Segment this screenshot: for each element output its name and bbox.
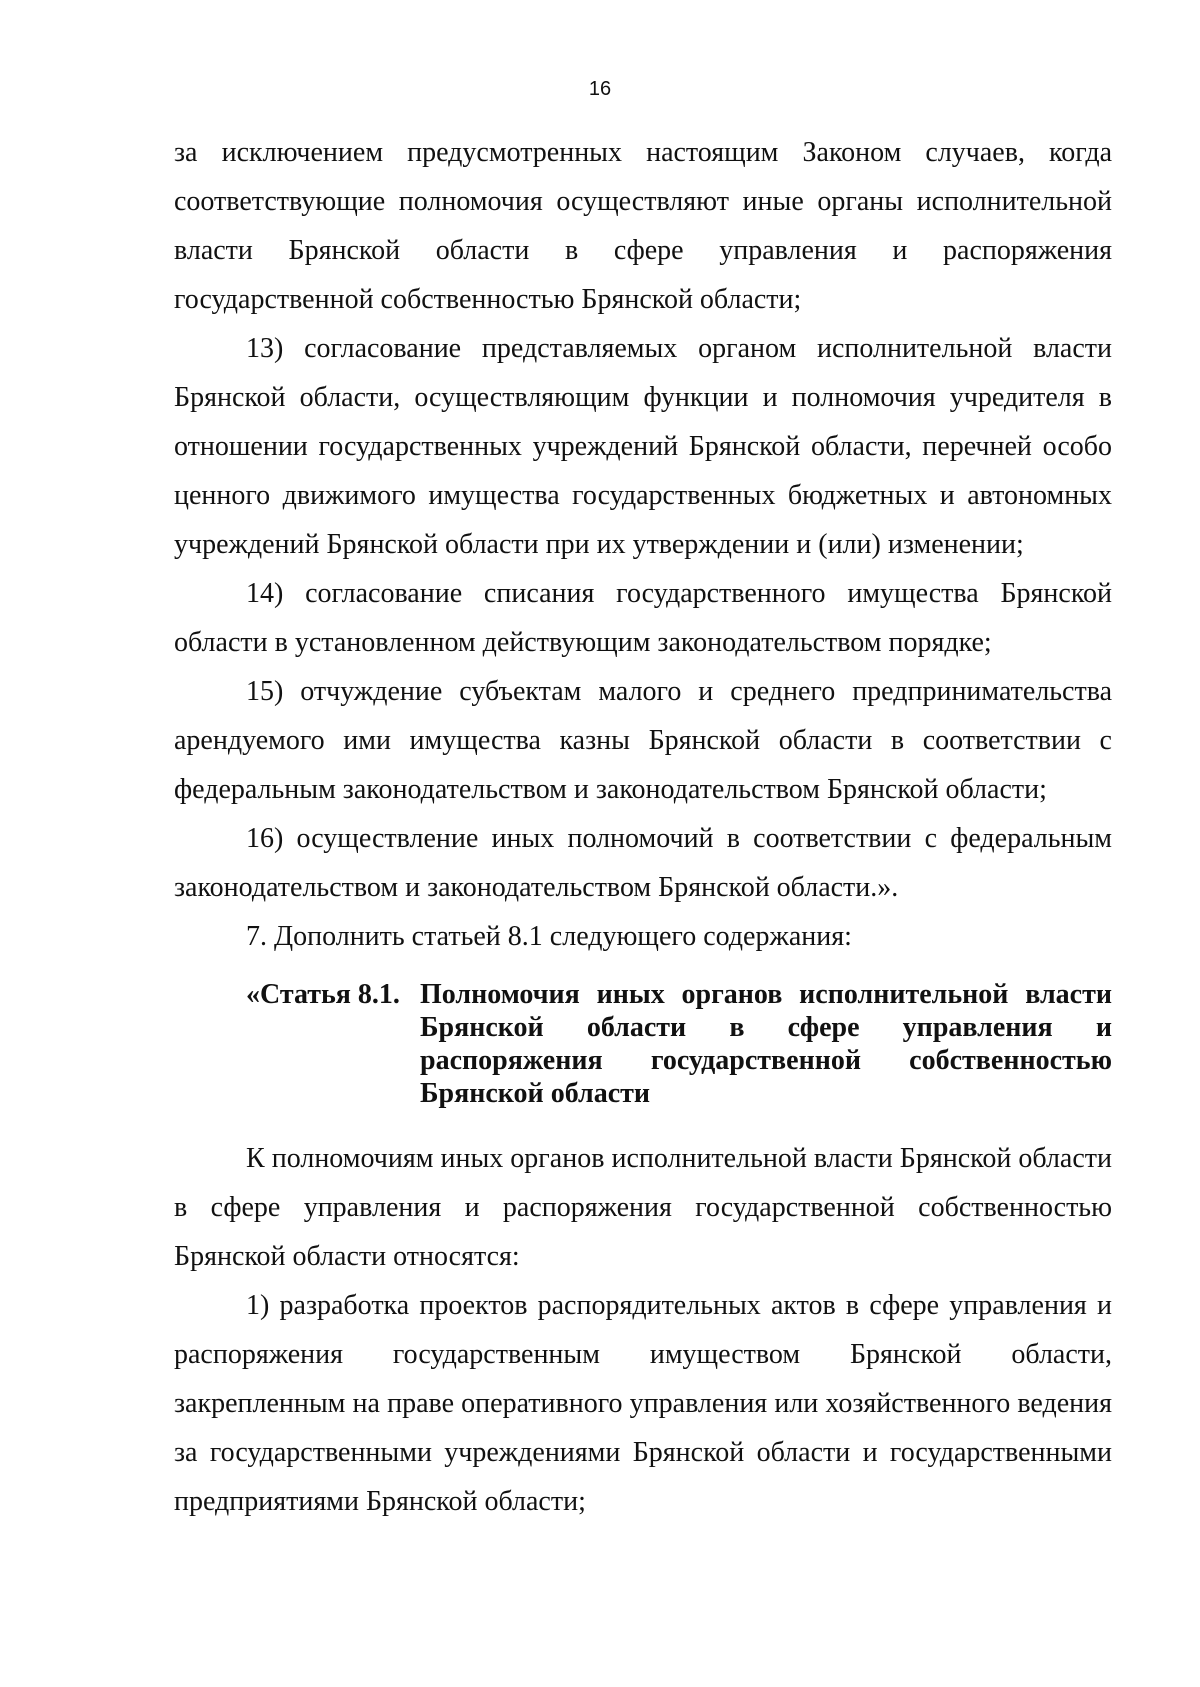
list-item-13: 13) согласование представляемых органом исполнительной власти Брянской области, осуществляющим функции и полномочия учредителя в отношении государственных учреждений Брянской области, перечней особо ценного движимого имущества государственных бюджетных и автономных учреждений Брянской области при их утверждении и (или) изменении; xyxy=(174,333,1112,560)
page-number: 16 xyxy=(588,78,612,100)
article-intro: К полномочиям иных органов исполнительной власти Брянской области в сфере управления и распоряжения государственной собственностью Брянской области относятся: xyxy=(174,1143,1112,1272)
list-item-15: 15) отчуждение субъектам малого и среднего предпринимательства арендуемого ими имущества казны Брянской области в соответствии с федеральным законодательством и законодательством Брянской области; xyxy=(174,676,1112,805)
article-title: Полномочия иных органов исполнительной власти Брянской области в сфере управления и распоряжения государственной собственностью Брянской области xyxy=(420,979,1112,1109)
paragraph-continuation: за исключением предусмотренных настоящим Законом случаев, когда соответствующие полномочия осуществляют иные органы исполнительной власти Брянской области в сфере управления и распоряжения государственной собственностью Брянской области; xyxy=(174,137,1112,315)
list-item-16: 16) осуществление иных полномочий в соответствии с федеральным законодательством и законодательством Брянской области.». xyxy=(174,823,1112,903)
list-item-14: 14) согласование списания государственного имущества Брянской области в установленном действующим законодательством порядке; xyxy=(174,578,1112,658)
document-body xyxy=(174,128,1112,1526)
article-heading xyxy=(174,978,1112,1110)
amendment-item-7: 7. Дополнить статьей 8.1 следующего содержания: xyxy=(246,921,852,952)
article-item-1: 1) разработка проектов распорядительных актов в сфере управления и распоряжения государственным имуществом Брянской области, закрепленным на праве оперативного управления или хозяйственного ведения за государственными учреждениями Брянской области и государственными предприятиями Брянской области; xyxy=(174,1290,1112,1517)
article-label: «Статья 8.1. xyxy=(246,979,400,1010)
